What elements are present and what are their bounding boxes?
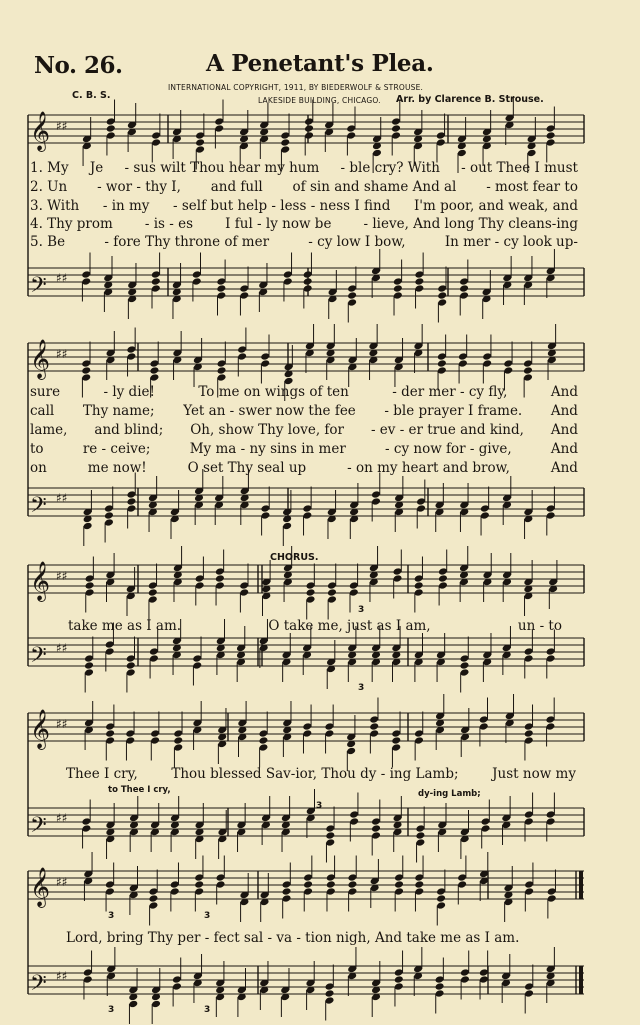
notehead (438, 574, 448, 583)
notehead (546, 131, 556, 140)
staff-lines-system-2 (28, 338, 584, 538)
notehead (104, 511, 114, 520)
echo-lyric-dying-lamb: dy-ing Lamb; (418, 789, 481, 799)
svg-text:♯♯: ♯♯ (56, 811, 68, 825)
notehead (414, 880, 424, 889)
notehead (149, 366, 159, 375)
svg-text:♯♯: ♯♯ (56, 717, 68, 731)
notehead (326, 880, 336, 889)
svg-text:♯♯: ♯♯ (56, 491, 68, 505)
svg-text:𝄢: 𝄢 (30, 643, 47, 673)
treble-notes-4 (84, 694, 555, 771)
notehead (303, 277, 313, 286)
notehead (459, 284, 469, 293)
composer-initials: C. B. S. (72, 90, 111, 101)
notehead (173, 736, 183, 745)
notehead (217, 366, 227, 375)
svg-text:𝄢: 𝄢 (30, 971, 47, 1001)
verse2-line-2: call Thy name; Yet an - swer now the fee - ble prayer I frame. And (30, 403, 578, 419)
notehead (394, 880, 404, 889)
bass-notes-2 (83, 469, 556, 546)
notehead (84, 661, 94, 670)
svg-text:𝄞: 𝄞 (30, 709, 51, 749)
triplet-mark: 3 (108, 911, 115, 921)
notehead (437, 359, 447, 368)
notehead (393, 284, 403, 293)
verse-line-5: 5. Be - fore Thy throne of mer - cy low I bow, In mer - cy look up- (30, 234, 578, 250)
notehead (394, 975, 404, 984)
notehead (414, 581, 424, 590)
notehead (215, 574, 225, 583)
notehead (105, 729, 115, 738)
notehead (303, 880, 313, 889)
svg-text:𝄞: 𝄞 (30, 561, 51, 601)
notehead (347, 880, 357, 889)
svg-text:♯♯: ♯♯ (56, 347, 68, 361)
notehead (81, 366, 91, 375)
bass-notes-1 (81, 249, 555, 323)
svg-text:♯♯: ♯♯ (56, 569, 68, 583)
hymn-title: A Penetant's Plea. (206, 50, 434, 77)
verse2-line-5: on me now! O set Thy seal up - on my heart and brow, And (30, 460, 578, 476)
publisher-address: LAKESIDE BUILDING, CHICAGO. (258, 96, 381, 105)
svg-text:𝄢: 𝄢 (30, 273, 47, 303)
copyright-notice: INTERNATIONAL COPYRIGHT, 1911, BY BIEDERWOLF & STROUSE. (168, 83, 424, 92)
treble-notes-5 (83, 852, 556, 926)
notehead (369, 722, 379, 731)
triplet-mark: 3 (108, 1005, 115, 1015)
svg-text:♯♯: ♯♯ (56, 969, 68, 983)
verse2-line-4: to re - ceive; My ma - ny sins in mer - cy now for - give, And (30, 441, 578, 457)
verse-line-2: 2. Un - wor - thy I, and full of sin and shame And al - most fear to (30, 179, 578, 195)
notehead (151, 277, 161, 286)
svg-text:𝄞: 𝄞 (30, 867, 51, 907)
notehead (280, 138, 290, 147)
notehead (391, 124, 401, 133)
echo-lyric-to-thee: to Thee I cry, (108, 785, 171, 795)
notehead (371, 824, 381, 833)
triplet-mark: 3 (358, 683, 365, 693)
notehead (106, 124, 116, 133)
bass-notes-5 (83, 947, 556, 1024)
staff-lines-system-4 (28, 708, 584, 858)
verse-line-3: 3. With - in my - self but help - less - ness I find I'm poor, and weak, and (30, 198, 578, 214)
notehead (524, 729, 534, 738)
notehead (148, 894, 158, 903)
notehead (282, 887, 292, 896)
verse-line-4: 4. Thy prom - is - es I ful - ly now be - lieve, And long Thy cleans-ing (30, 216, 578, 232)
arranger-credit: Arr. by Clarence B. Strouse. (396, 94, 544, 105)
notehead (435, 982, 445, 991)
notehead (195, 138, 205, 147)
svg-text:♯♯: ♯♯ (56, 271, 68, 285)
hymn-number: No. 26. (34, 52, 123, 79)
notehead (126, 497, 136, 506)
notehead (436, 894, 446, 903)
svg-text:♯♯: ♯♯ (56, 875, 68, 889)
verse2-line-3: lame, and blind; Oh, show Thy love, for - ev - er true and kind, And (30, 422, 578, 438)
notehead (306, 588, 316, 597)
music-system-2 (28, 338, 584, 538)
notehead (327, 588, 337, 597)
notehead (194, 880, 204, 889)
notehead (148, 588, 158, 597)
notehead (459, 661, 469, 670)
notehead (414, 277, 424, 286)
triplet-mark: 3 (358, 605, 365, 615)
notehead (347, 291, 357, 300)
svg-text:♯♯: ♯♯ (56, 119, 68, 133)
svg-text:♯♯: ♯♯ (56, 641, 68, 655)
notehead (523, 366, 533, 375)
notehead (304, 124, 314, 133)
svg-text:𝄢: 𝄢 (30, 493, 47, 523)
notehead (325, 831, 335, 840)
chorus-line-3: Lord, bring Thy per - fect sal - va - tion nigh, And take me as I am. (66, 930, 520, 946)
chorus-line-2: Thee I cry, Thou blessed Sav-ior, Thou dy - ing Lamb; Just now my (66, 766, 576, 782)
triplet-mark: 3 (204, 1005, 211, 1015)
svg-text:𝄞: 𝄞 (30, 339, 51, 379)
triplet-mark: 3 (204, 911, 211, 921)
notehead (216, 284, 226, 293)
notehead (391, 736, 401, 745)
verse-line-1: 1. My Je - sus wilt Thou hear my hum - ble cry? With - out Thee I must (30, 160, 578, 176)
svg-text:𝄢: 𝄢 (30, 813, 47, 843)
chorus-line-1: take me as I am. O take me, just as I am, un - to (68, 618, 562, 634)
notehead (258, 736, 268, 745)
music-system-4 (28, 708, 584, 858)
notehead (325, 989, 335, 998)
treble-notes-3 (85, 546, 558, 620)
notehead (85, 581, 95, 590)
chorus-label: CHORUS. (270, 552, 319, 563)
notehead (126, 661, 136, 670)
verse2-line-1: sure - ly die! To me on wings of ten - der mer - cy fly, And (30, 384, 578, 400)
notehead (437, 291, 447, 300)
triplet-mark: 3 (316, 801, 323, 811)
notehead (415, 831, 425, 840)
svg-text:𝄞: 𝄞 (30, 111, 51, 151)
